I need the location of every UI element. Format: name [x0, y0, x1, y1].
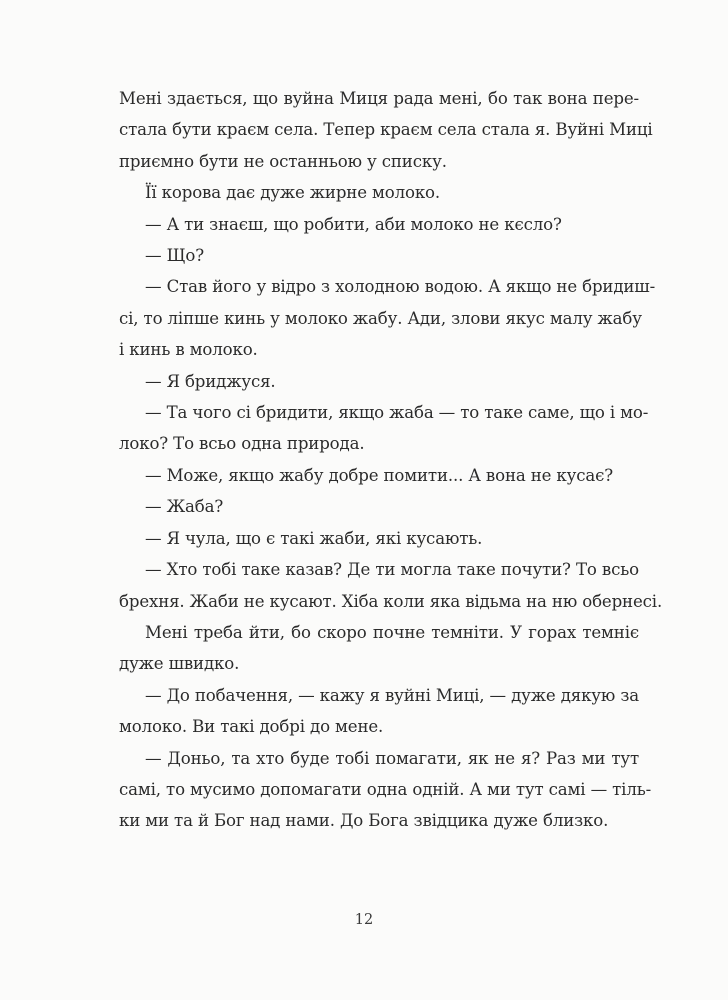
text-line: приємно бути не останньою у списку. [119, 151, 447, 171]
text-line: сі, то ліпше кинь у молоко жабу. Ади, злови якус малу жабу [119, 308, 642, 328]
text-line: — Може, якщо жабу добре помити... А вона не кусає? [145, 465, 614, 485]
text-line: Мені треба йти, бо скоро почне темніти. У горах темніє [145, 622, 639, 642]
text-line: ки ми та й Бог над нами. До Бога звідцика дуже близко. [119, 811, 609, 831]
text-line: — Хто тобі таке казав? Де ти могла таке почути? То всьо [145, 560, 639, 580]
text-line: — Я бриджуся. [145, 371, 276, 391]
text-line: — Та чого сі бридити, якщо жаба — то таке саме, що і мо- [145, 403, 649, 423]
text-line: локо? То всьо одна природа. [119, 434, 365, 454]
text-line: — Став його у відро з холодною водою. А якщо не бридиш- [145, 277, 656, 297]
text-line: і кинь в молоко. [119, 340, 258, 360]
page-number: 12 [354, 912, 374, 928]
text-line: дуже швидко. [119, 654, 240, 674]
text-line: — Що? [145, 246, 204, 266]
text-line: Мені здається, що вуйна Миця рада мені, бо так вона пере- [119, 89, 639, 108]
text-line: — До побачення, — кажу я вуйні Миці, — дуже дякую за [145, 685, 639, 705]
text-line: — А ти знаєш, що робити, аби молоко не кєсло? [145, 214, 562, 234]
text-line: брехня. Жаби не кусают. Хіба коли яка відьма на ню обернесі. [119, 591, 663, 611]
text-line: — Доньо, та хто буде тобі помагати, як не я? Раз ми тут [145, 748, 639, 768]
text-line: Її корова дає дуже жирне молоко. [145, 183, 441, 203]
text-line: молоко. Ви такі добрі до мене. [119, 717, 384, 737]
text-line: — Я чула, що є такі жаби, які кусають. [145, 528, 483, 548]
text-line: стала бути краєм села. Тепер краєм села стала я. Вуйні Миці [119, 120, 653, 140]
text-line: самі, то мусимо допомагати одна одній. А ми тут самі — тіль- [119, 779, 652, 799]
body-text [119, 83, 663, 837]
text-line: — Жаба? [145, 497, 224, 517]
